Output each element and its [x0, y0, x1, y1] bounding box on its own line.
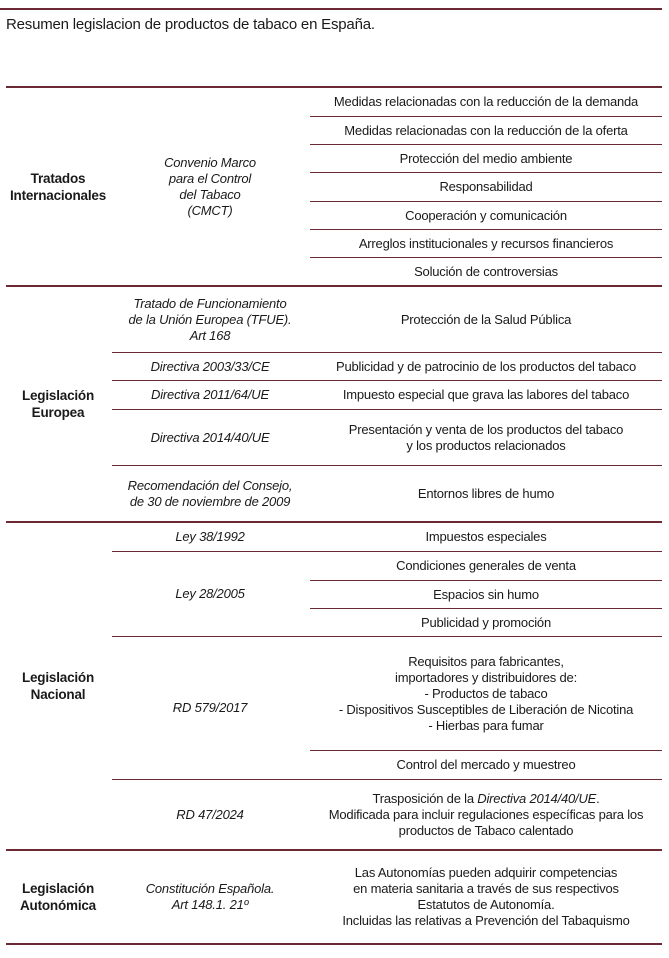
instrument-rd-579-2017: RD 579/2017: [172, 700, 248, 715]
section-divider: [6, 943, 662, 945]
trasposicion-line1: [372, 791, 599, 807]
trasposicion-rest: Modificada para incluir regulaciones específicas para los productos de Tabaco calentado: [328, 806, 644, 838]
instrument-constitucion: Constitución Española. Art 148.1. 21º: [145, 881, 275, 912]
measure-salud-publica: Protección de la Salud Pública: [400, 311, 572, 327]
trasposicion-directiva: Directiva 2014/40/UE: [477, 790, 597, 806]
measure-presentacion-venta: Presentación y venta de los productos del tabaco y los productos relacionados: [348, 421, 624, 453]
measure-reduccion-demanda: Medidas relacionadas con la reducción de la demanda: [333, 94, 639, 109]
instrument-cmct: Convenio Marco para el Control del Tabaco (CMCT): [164, 154, 256, 218]
trasposicion-suffix: .: [596, 790, 600, 806]
measure-impuesto-especial: Impuesto especial que grava las labores del tabaco: [342, 387, 630, 402]
instrument-directiva-2014: Directiva 2014/40/UE: [150, 429, 270, 445]
page-title: Resumen legislacion de productos de tabaco en España.: [6, 16, 375, 33]
instrument-directiva-2003: Directiva 2003/33/CE: [150, 358, 270, 374]
measure-cooperacion: Cooperación y comunicación: [405, 207, 567, 223]
measure-responsabilidad: Responsabilidad: [439, 179, 533, 194]
measure-trasposicion: [310, 780, 662, 849]
instrument-recomendacion-consejo: Recomendación del Consejo, de 30 de noviembre de 2009: [127, 477, 293, 509]
category-legislacion-nacional: Legislación Nacional: [21, 670, 95, 702]
top-rule: [0, 8, 662, 10]
instrument-tfue: Tratado de Funcionamiento de la Unión Europea (TFUE). Art 168: [128, 295, 292, 343]
measure-espacios-sin-humo: Espacios sin humo: [433, 586, 539, 602]
instrument-directiva-2011: Directiva 2011/64/UE: [151, 387, 269, 402]
instrument-ley-38-1992: Ley 38/1992: [175, 529, 245, 544]
measure-requisitos-fabricantes: Requisitos para fabricantes, importadores y distribuidores de: - Productos de tabaco - Dispositivos Susceptibles de Liberación de Nicotina - Hierbas para fumar: [338, 653, 634, 733]
category-tratados-internacionales: Tratados Internacionales: [9, 170, 107, 203]
trasposicion-prefix: Trasposición de la: [372, 790, 478, 806]
instrument-ley-28-2005: Ley 28/2005: [175, 586, 245, 601]
measure-autonomias: Las Autonomías pueden adquirir competencias en materia sanitaria a través de sus respectivos Estatutos de Autonomía. Incluidas las relativas a Prevención del Tabaquismo: [342, 865, 630, 928]
measure-controversias: Solución de controversias: [414, 263, 558, 279]
category-legislacion-autonomica: Legislación Autonómica: [19, 881, 96, 913]
measure-publicidad-promocion: Publicidad y promoción: [420, 614, 551, 630]
measure-entornos-libres: Entornos libres de humo: [417, 485, 555, 501]
measure-impuestos-especiales: Impuestos especiales: [425, 529, 547, 544]
instrument-rd-47-2024: RD 47/2024: [176, 806, 244, 822]
measure-control-mercado: Control del mercado y muestreo: [396, 757, 576, 772]
category-legislacion-europea: Legislación Europea: [21, 388, 95, 420]
measure-medio-ambiente: Protección del medio ambiente: [399, 150, 573, 166]
measure-publicidad-patrocinio: Publicidad y de patrocinio de los productos del tabaco: [336, 358, 636, 374]
measure-condiciones-venta: Condiciones generales de venta: [396, 558, 576, 573]
measure-reduccion-oferta: Medidas relacionadas con la reducción de la oferta: [344, 122, 628, 138]
measure-arreglos: Arreglos institucionales y recursos financieros: [358, 235, 614, 251]
